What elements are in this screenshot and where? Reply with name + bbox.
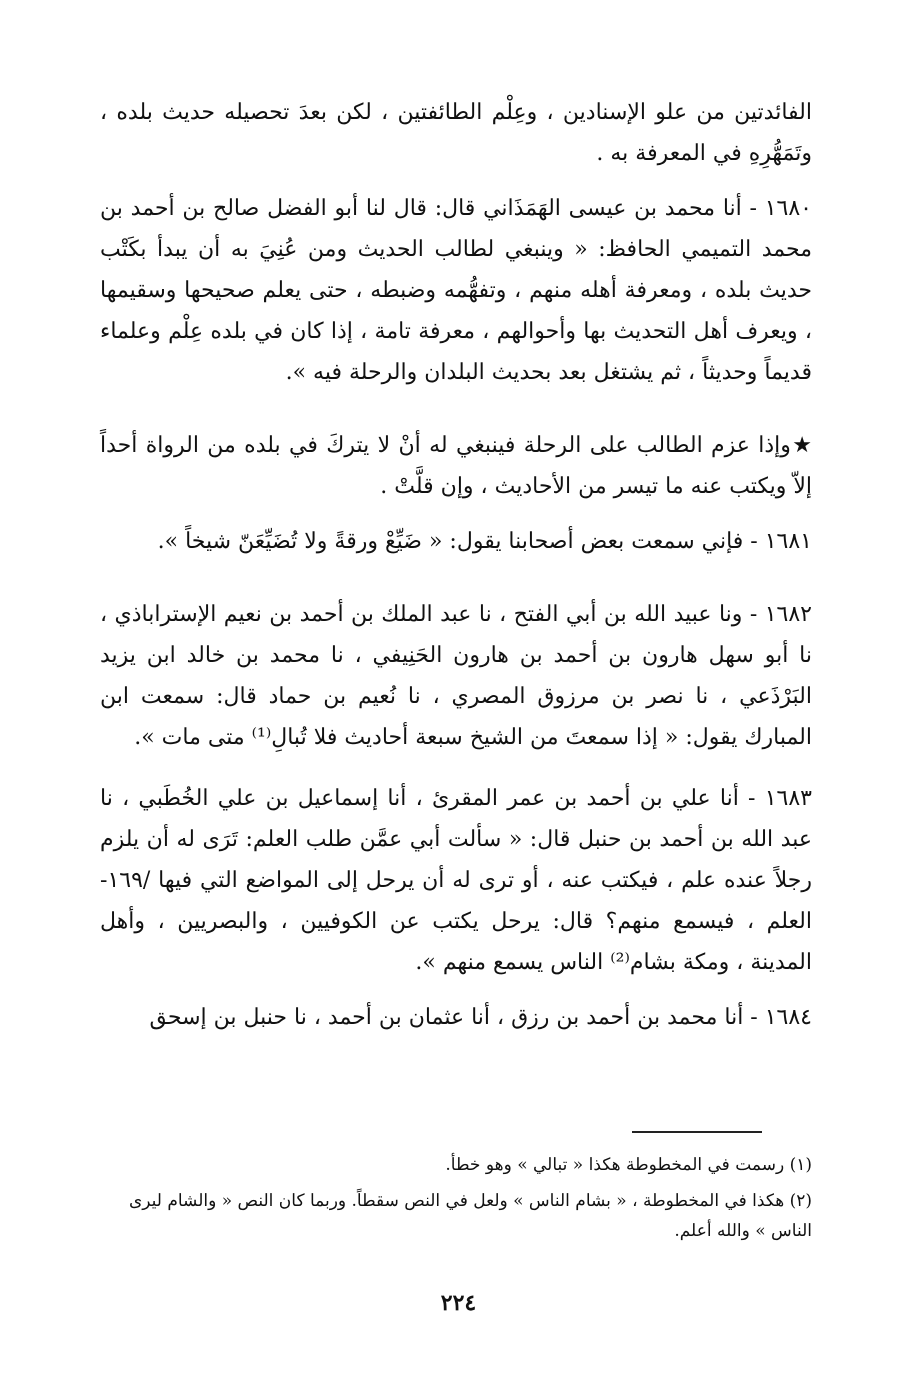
paragraph-1681: ١٦٨١ - فإني سمعت بعض أصحابنا يقول: « ضَيِّعْ ورقةً ولا تُضَيِّعَنّ شيخاً ». xyxy=(157,529,812,554)
footnote-1: (١) رسمت في المخطوطة هكذا « تبالي » وهو خطأ. xyxy=(445,1155,812,1175)
footnote-2: (٢) هكذا في المخطوطة ، « بشام الناس » ولعل في النص سقطاً. وربما كان النص « والشام ليرى الناس » والله أعلم. xyxy=(128,1191,812,1241)
paragraph-rihla: ★وإذا عزم الطالب على الرحلة فينبغي له أنْ لا يتركَ في بلده من الرواة أحداً إلاّ ويكتب عنه ما تيسر من الأحاديث ، وإن قلَّتْ . xyxy=(100,433,812,499)
page-body xyxy=(100,92,812,1038)
footnotes xyxy=(100,1150,812,1252)
page-number: ٢٢٤ xyxy=(440,1290,477,1316)
paragraph-1683: ١٦٨٣ - أنا علي بن أحمد بن عمر المقرئ ، أنا إسماعيل بن علي الخُطَبي ، نا عبد الله بن أحمد بن حنبل قال: « سألت أبي عمَّن طلب العلم: تَرَى له أن يلزم رجلاً عنده علم ، فيكتب عنه ، أو ترى له أن يرحل إلى المواضع التي فيها /١٦٩- العلم ، فيسمع منهم؟ قال: يرحل يكتب عن الكوفيين ، والبصريين ، وأهل المدينة ، ومكة بشام⁽²⁾ الناس يسمع منهم ». xyxy=(100,786,812,975)
paragraph-1: الفائدتين من علو الإسنادين ، وعِلْم الطائفتين ، لكن بعدَ تحصيله حديث بلده ، وتَمَهُّرِهِ في المعرفة به . xyxy=(100,100,812,166)
footnote-divider xyxy=(632,1131,762,1133)
paragraph-1684: ١٦٨٤ - أنا محمد بن أحمد بن رزق ، أنا عثمان بن أحمد ، نا حنبل بن إسحق xyxy=(149,1005,812,1030)
paragraph-1682: ١٦٨٢ - ونا عبيد الله بن أبي الفتح ، نا عبد الملك بن أحمد بن نعيم الإستراباذي ، نا أبو سهل هارون بن أحمد بن هارون الحَنِيفي ، نا محمد بن خالد ابن يزيد البَرْذَعي ، نا نصر بن مرزوق المصري ، نا نُعيم بن حماد قال: سمعت ابن المبارك يقول: « إذا سمعتَ من الشيخ سبعة أحاديث فلا تُبالِ⁽¹⁾ متى مات ». xyxy=(100,602,812,750)
paragraph-1680: ١٦٨٠ - أنا محمد بن عيسى الهَمَذَاني قال: قال لنا أبو الفضل صالح بن أحمد بن محمد التميمي الحافظ: « وينبغي لطالب الحديث ومن عُنِيَ به أن يبدأ بكَتْب حديث بلده ، ومعرفة أهله منهم ، وتفهُّمه وضبطه ، حتى يعلم صحيحها وسقيمها ، ويعرف أهل التحديث بها وأحوالهم ، معرفة تامة ، إذا كان في بلده عِلْم وعلماء قديماً وحديثاً ، ثم يشتغل بعد بحديث البلدان والرحلة فيه ». xyxy=(100,196,812,385)
